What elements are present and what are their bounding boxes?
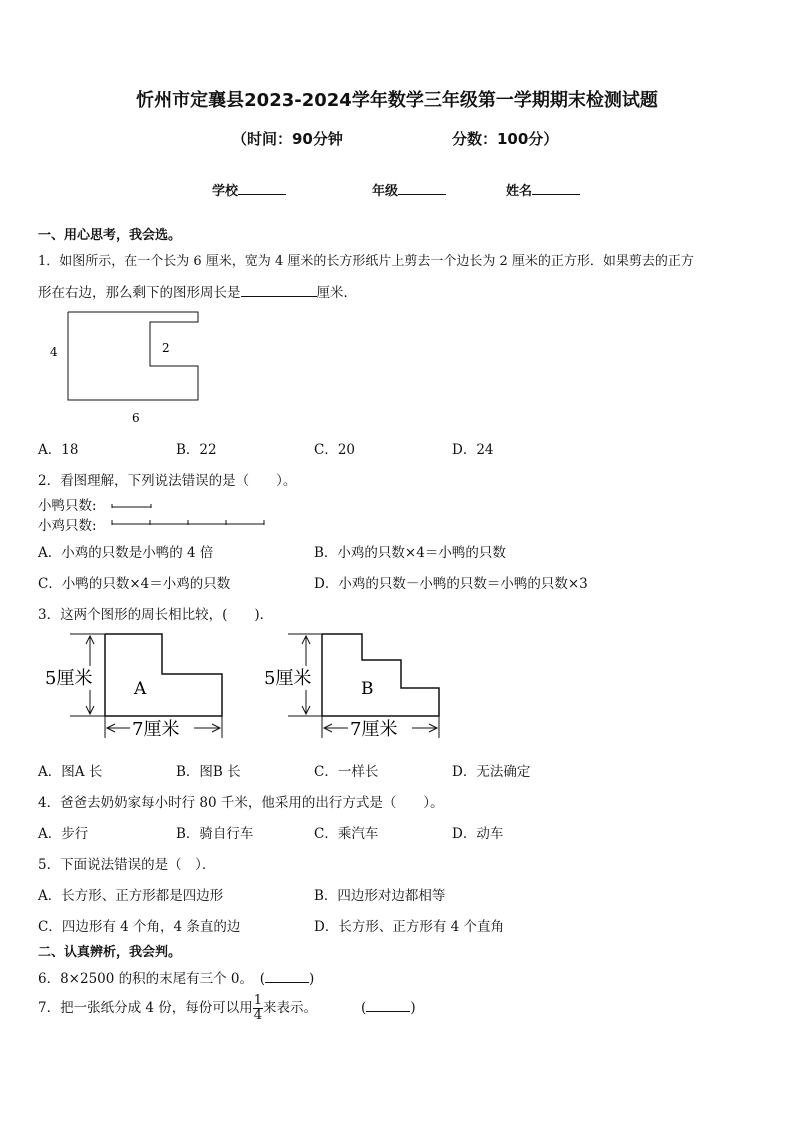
q1-line2b: 厘米．: [316, 285, 357, 301]
chick-bar: [112, 520, 264, 525]
q1-cut-label: 2: [162, 341, 170, 355]
q7: [38, 994, 416, 1023]
q7-fraction: [253, 994, 263, 1023]
grade-blank[interactable]: [398, 182, 446, 195]
grade-field[interactable]: [372, 180, 446, 199]
q2-bar-diagram: [108, 498, 268, 528]
q3-option-d[interactable]: D．无法确定: [452, 764, 531, 780]
figure-a-shape: [105, 634, 222, 716]
q1-option-d[interactable]: D．24: [452, 442, 494, 458]
q7-close: ): [410, 1000, 416, 1016]
q5-option-a[interactable]: A．长方形、正方形都是四边形: [38, 888, 224, 904]
q7-open: (: [361, 1000, 367, 1016]
q6-close: ): [309, 971, 315, 987]
q7-answer-blank[interactable]: [366, 999, 410, 1012]
grade-label: 年级: [372, 184, 399, 199]
q4-option-c[interactable]: C．乘汽车: [314, 826, 379, 842]
q2-option-d[interactable]: D．小鸡的只数－小鸭的只数＝小鸭的只数×3: [314, 576, 588, 592]
q3-option-c[interactable]: C．一样长: [314, 764, 379, 780]
q7-stem-a: 7．把一张纸分成 4 份，每份可以用: [38, 1000, 253, 1016]
q1-option-a[interactable]: A．18: [38, 442, 79, 458]
q1-option-c[interactable]: C．20: [314, 442, 356, 458]
figure-b-letter: B: [361, 679, 374, 699]
figure-b-shape: [322, 634, 439, 716]
section-1-title: 一、用心思考，我会选。: [38, 228, 182, 243]
q1-line2a: 形在右边，那么剩下的图形周长是: [38, 285, 241, 301]
q5-option-d[interactable]: D．长方形、正方形有 4 个直角: [314, 919, 504, 935]
q1-figure: [40, 306, 210, 430]
q4-option-d[interactable]: D．动车: [452, 826, 504, 842]
q2-duck-label: 小鸭只数:: [38, 498, 97, 514]
q4-option-b[interactable]: B．骑自行车: [176, 826, 254, 842]
q5-option-b[interactable]: B．四边形对边都相等: [314, 888, 446, 904]
figure-a-letter: A: [134, 679, 147, 699]
q1-answer-blank[interactable]: [241, 283, 317, 297]
q6: [38, 967, 314, 987]
q1-option-b[interactable]: B．22: [176, 442, 217, 458]
q1-width-label: 6: [132, 411, 140, 425]
name-blank[interactable]: [532, 182, 580, 195]
q5-option-c[interactable]: C．四边形有 4 个角，4 条直的边: [38, 919, 241, 935]
q7-frac-den: 4: [253, 1008, 263, 1023]
q2-option-a[interactable]: A．小鸡的只数是小鸭的 4 倍: [38, 545, 214, 561]
q3-figure-b: [262, 630, 492, 746]
page-title: 忻州市定襄县2023-2024学年数学三年级第一学期期末检测试题: [136, 90, 658, 111]
q6-stem: 6．8×2500 的积的末尾有三个 0。 (: [38, 971, 266, 987]
q3-stem: 3．这两个图形的周长相比较，( )．: [38, 607, 274, 623]
school-label: 学校: [212, 184, 239, 199]
figure-a-width-label: 7厘米: [132, 719, 180, 740]
q3-option-a[interactable]: A．图A 长: [38, 764, 103, 780]
q6-answer-blank[interactable]: [265, 970, 309, 983]
q5-stem: 5．下面说法错误的是（ ）．: [38, 857, 216, 873]
name-field[interactable]: [506, 180, 580, 199]
q2-option-c[interactable]: C．小鸭的只数×4＝小鸡的只数: [38, 576, 231, 592]
q1-height-label: 4: [50, 345, 58, 359]
section-2-title: 二、认真辨析，我会判。: [38, 945, 182, 960]
q3-option-b[interactable]: B．图B 长: [176, 764, 241, 780]
school-field[interactable]: [212, 180, 286, 199]
figure-a-height-label: 5厘米: [45, 668, 93, 689]
exam-score: 分数：100分）: [452, 130, 559, 148]
exam-time: （时间：90分钟: [232, 130, 343, 148]
q1-line2: [38, 281, 357, 301]
q1-shape: [68, 312, 198, 400]
q2-option-b[interactable]: B．小鸡的只数×4＝小鸭的只数: [314, 545, 506, 561]
figure-b-width-label: 7厘米: [350, 719, 398, 740]
name-label: 姓名: [506, 184, 533, 199]
q3-figure-a: [42, 630, 272, 746]
q2-stem: 2．看图理解，下列说法错误的是（ ）。: [38, 473, 297, 489]
figure-b-height-label: 5厘米: [264, 668, 312, 689]
q1-line1: 1．如图所示，在一个长为 6 厘米，宽为 4 厘米的长方形纸片上剪去一个边长为 2 厘米的正方形．如果剪去的正方: [38, 254, 694, 269]
q7-frac-num: 1: [253, 993, 263, 1008]
q2-chick-label: 小鸡只数:: [38, 518, 97, 534]
q4-option-a[interactable]: A．步行: [38, 826, 89, 842]
q7-stem-b: 来表示。: [263, 1000, 318, 1016]
school-blank[interactable]: [238, 182, 286, 195]
q4-stem: 4．爸爸去奶奶家每小时行 80 千米，他采用的出行方式是（ ）。: [38, 795, 444, 811]
duck-bar: [112, 504, 151, 508]
